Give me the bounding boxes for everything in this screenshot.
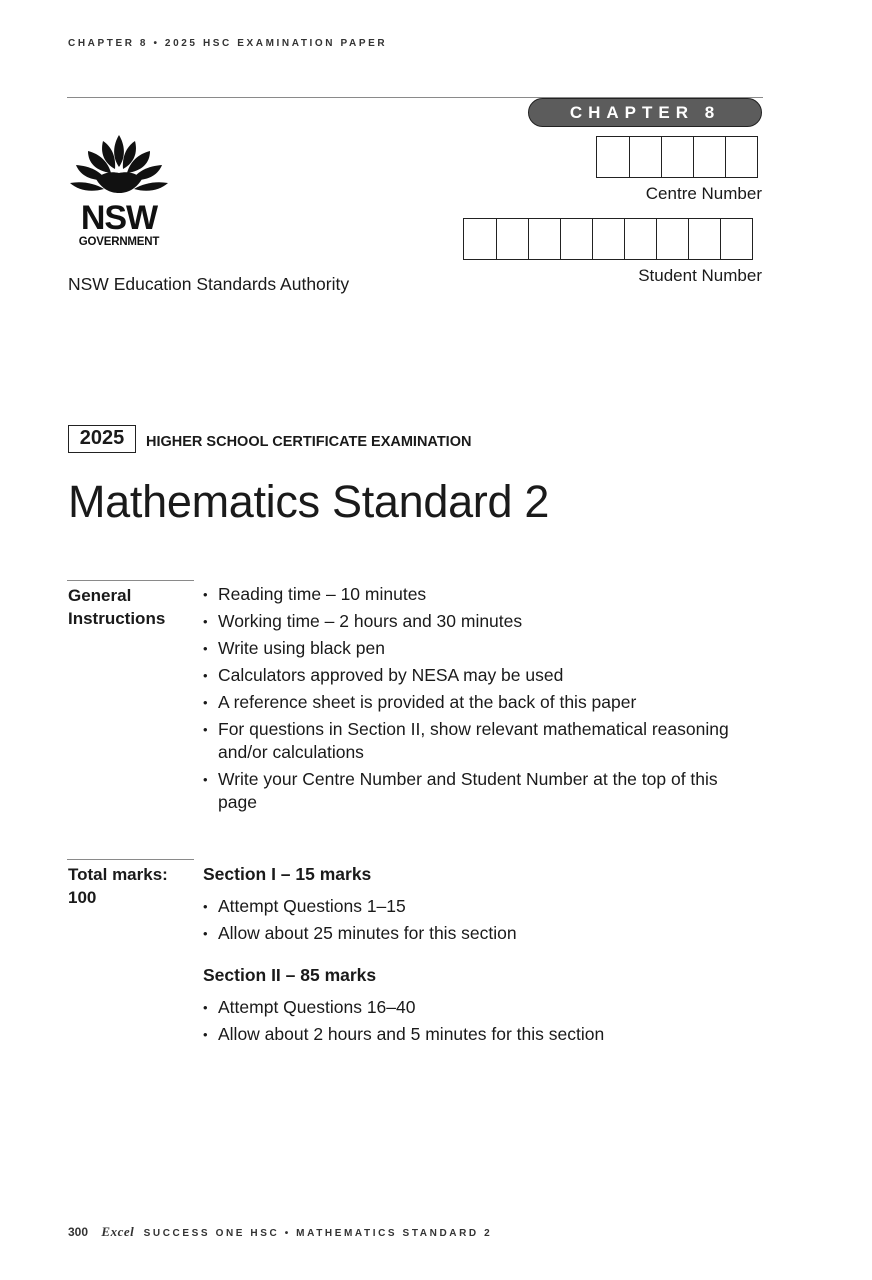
page-footer [68, 1224, 492, 1240]
list-item: • A reference sheet is provided at the back of this paper [203, 691, 768, 714]
general-instructions-label: General Instructions [68, 586, 166, 628]
centre-number-boxes[interactable] [596, 136, 758, 178]
chapter-tab: CHAPTER 8 [528, 98, 762, 127]
authority-name: NSW Education Standards Authority [68, 274, 350, 294]
digit-box[interactable] [561, 218, 593, 260]
total-marks-value: 100 [68, 888, 97, 907]
digit-box[interactable] [625, 218, 657, 260]
list-item: • Allow about 2 hours and 5 minutes for this section [203, 1023, 768, 1046]
running-head: CHAPTER 8 • 2025 HSC EXAMINATION PAPER [68, 38, 388, 49]
digit-box[interactable] [529, 218, 561, 260]
list-item: • Attempt Questions 1–15 [203, 895, 768, 918]
page-title: Mathematics Standard 2 [68, 476, 550, 527]
student-number-label: Student Number [638, 266, 762, 285]
list-item: • Reading time – 10 minutes [203, 583, 768, 606]
marks-rule [67, 859, 194, 860]
exam-year: 2025 [68, 425, 136, 453]
digit-box[interactable] [662, 136, 694, 178]
digit-box[interactable] [657, 218, 689, 260]
digit-box[interactable] [630, 136, 662, 178]
list-item: • Allow about 25 minutes for this section [203, 922, 768, 945]
section-two-heading: Section II – 85 marks [203, 965, 377, 985]
section-two-list [203, 996, 768, 1050]
digit-box[interactable] [497, 218, 529, 260]
digit-box[interactable] [721, 218, 753, 260]
waratah-icon [70, 135, 168, 193]
digit-box[interactable] [694, 136, 726, 178]
digit-box[interactable] [593, 218, 625, 260]
list-item: • Attempt Questions 16–40 [203, 996, 768, 1019]
student-number-boxes[interactable] [463, 218, 753, 260]
digit-box[interactable] [463, 218, 497, 260]
digit-box[interactable] [596, 136, 630, 178]
list-item: • For questions in Section II, show relevant mathematical reasoning and/or calculations [203, 718, 768, 764]
general-instructions-list [203, 583, 768, 818]
page-number: 300 [68, 1225, 89, 1239]
logo-subtext: GOVERNMENT [78, 236, 160, 248]
digit-box[interactable] [689, 218, 721, 260]
exam-name: HIGHER SCHOOL CERTIFICATE EXAMINATION [146, 434, 472, 450]
nsw-government-logo [66, 133, 172, 251]
section-one-heading: Section I – 15 marks [203, 864, 372, 884]
list-item: • Write using black pen [203, 637, 768, 660]
digit-box[interactable] [726, 136, 758, 178]
brand-name: Excel [101, 1224, 135, 1239]
list-item: • Calculators approved by NESA may be used [203, 664, 768, 687]
list-item: • Working time – 2 hours and 30 minutes [203, 610, 768, 633]
logo-wordmark: NSW [80, 199, 158, 237]
section-one-list [203, 895, 768, 949]
instructions-rule [67, 580, 194, 581]
total-marks-label: Total marks: [68, 865, 168, 884]
footer-text: SUCCESS ONE HSC • MATHEMATICS STANDARD 2 [143, 1228, 493, 1239]
centre-number-label: Centre Number [645, 184, 762, 203]
list-item: • Write your Centre Number and Student Number at the top of this page [203, 768, 738, 814]
